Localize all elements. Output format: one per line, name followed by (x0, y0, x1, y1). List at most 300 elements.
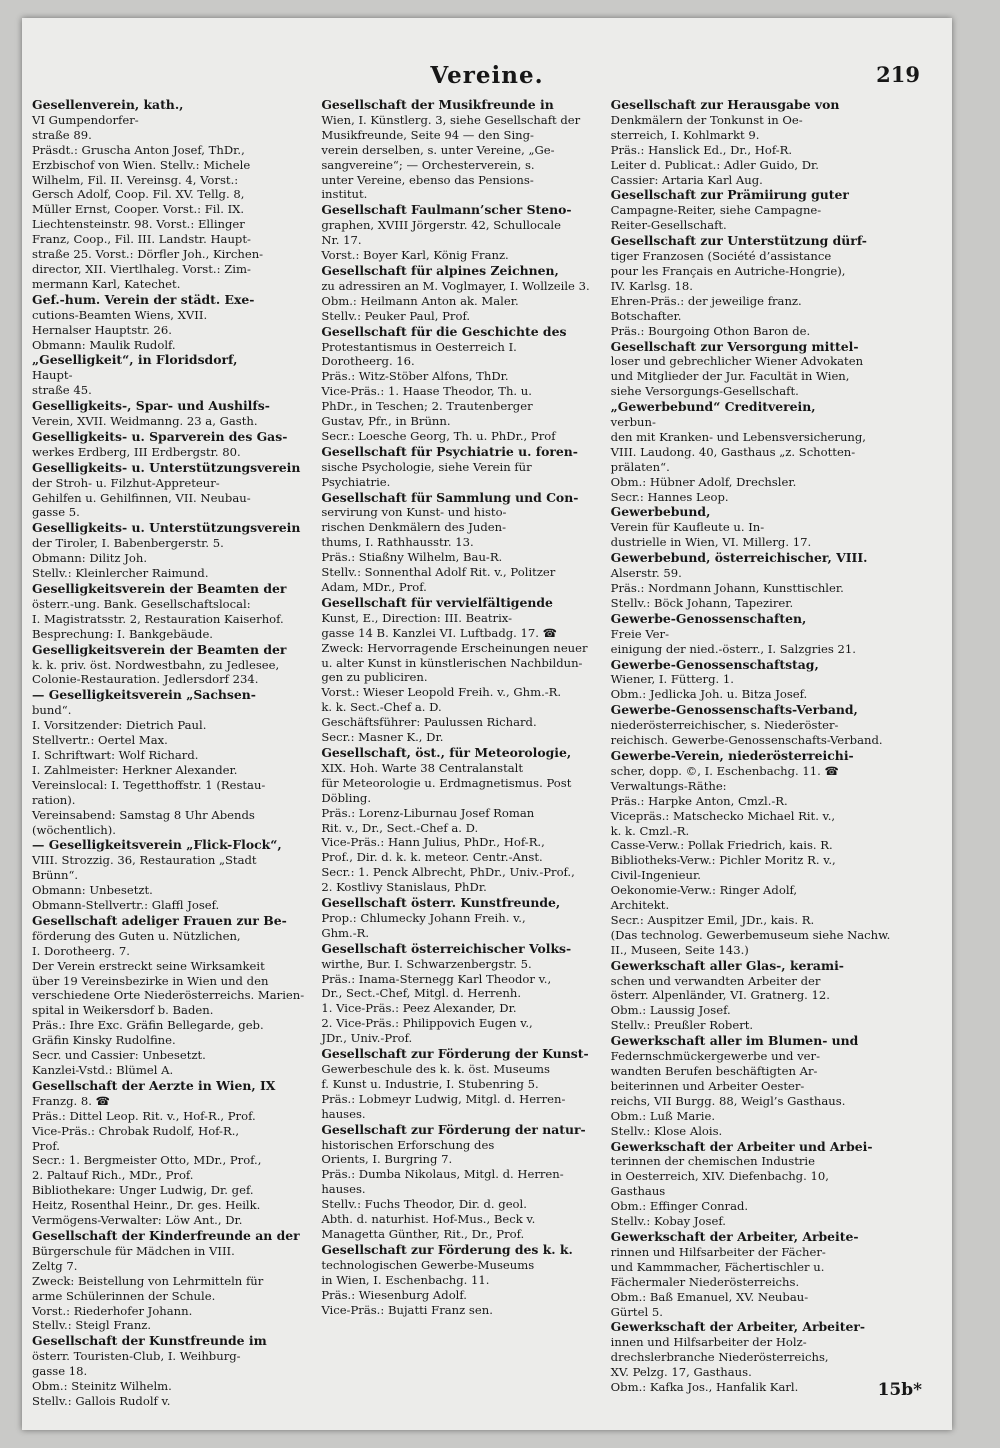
entry-heading: — Geselligkeitsverein „Sachsen- (32, 687, 256, 703)
entry-line: Stellv.: Fuchs Theodor, Dir. d. geol. (321, 1197, 527, 1212)
directory-entry (611, 658, 894, 703)
entry-line: mermann Karl, Katechet. (32, 276, 181, 291)
directory-entry (321, 491, 604, 595)
directory-entry (321, 942, 604, 1046)
entry-line: Zeltg 7. (32, 1258, 78, 1273)
directory-entry (611, 234, 894, 338)
entry-line: Protestantismus in Oesterreich I. (321, 339, 517, 354)
entry-line: Obm.: Jedlicka Joh. u. Bitza Josef. (610, 687, 808, 702)
entry-heading: Gesellenverein, kath., (32, 97, 184, 112)
entry-line: Stellv.: Klose Alois. (610, 1123, 723, 1138)
entry-heading: Gewerbe-Genossenschaften, (610, 610, 807, 626)
entry-line: I. Schriftwart: Wolf Richard. (32, 747, 199, 762)
entry-line: Präs.: Hanslick Ed., Dr., Hof-R. (610, 142, 793, 157)
entry-heading: Gewerkschaft aller im Blumen- und (610, 1033, 859, 1049)
entry-line: Haupt- (32, 368, 73, 383)
entry-line: (Das technolog. Gewerbemuseum siehe Nachw. (610, 927, 891, 942)
entry-heading: Gewerbebund, österreichischer, VIII. (610, 550, 868, 566)
entry-line: Ghm.-R. (321, 925, 370, 940)
entry-heading: Gewerbe-Verein, niederösterreichi- (610, 747, 854, 763)
directory-entry (611, 98, 894, 187)
directory-entry (321, 1047, 604, 1122)
directory-entry (32, 98, 315, 292)
entry-line: Vereinslocal: I. Tegetthoffstr. 1 (Restau- (32, 777, 266, 792)
directory-entry (321, 203, 604, 263)
entry-line: Vice-Präs.: 1. Haase Theodor, Th. u. (321, 384, 532, 399)
entry-line: Civil-Ingenieur. (610, 868, 701, 883)
entry-line: Präs.: Dittel Leop. Rit. v., Hof-R., Prof. (32, 1108, 256, 1123)
entry-line: der Stroh- u. Filzhut-Appreteur- (32, 475, 220, 490)
entry-line: Obm.: Luß Marie. (610, 1108, 716, 1123)
entry-line: Präsdt.: Gruscha Anton Josef, ThDr., (32, 142, 245, 157)
entry-line: zu adressiren an M. Voglmayer, I. Wollzeile 3. (321, 278, 590, 293)
directory-entry (321, 98, 604, 202)
entry-line: technologischen Gewerbe-Museums (321, 1257, 535, 1272)
entry-line: Brünn“. (32, 868, 79, 883)
entry-line: Federnschmückergewerbe und ver- (610, 1049, 821, 1064)
entry-line: siehe Versorgungs-Gesellschaft. (610, 384, 799, 399)
entry-line: Alserstr. 59. (610, 566, 682, 581)
entry-line: Zweck: Beistellung von Lehrmitteln für (32, 1273, 264, 1288)
entry-line: spital in Weikersdorf b. Baden. (32, 1003, 214, 1018)
entry-line: werkes Erdberg, III Erdbergstr. 80. (32, 444, 241, 459)
entry-line: Bibliotheks-Verw.: Pichler Moritz R. v., (610, 853, 836, 868)
entry-line: Campagne-Reiter, siehe Campagne- (610, 203, 822, 218)
entry-line: Obmann: Dilitz Joh. (32, 551, 148, 566)
entry-line: Besprechung: I. Bankgebäude. (32, 626, 213, 641)
entry-line: servirung von Kunst- und histo- (321, 505, 507, 520)
page-header (22, 62, 952, 102)
entry-heading: Gewerkschaft aller Glas-, kerami- (610, 957, 844, 973)
entry-line: Fächermaler Niederösterreichs. (610, 1274, 800, 1289)
entry-line: graphen, XVIII Jörgerstr. 42, Schullocale (321, 218, 561, 233)
entry-line: Verein für Kaufleute u. In- (610, 520, 765, 535)
entry-heading: Gewerkschaft der Arbeiter, Arbeite- (610, 1228, 859, 1244)
entry-line: Vice-Präs.: Bujatti Franz sen. (321, 1302, 493, 1317)
entry-line: Vermögens-Verwalter: Löw Ant., Dr. (32, 1213, 243, 1228)
directory-entry (611, 400, 894, 504)
entry-line: Managetta Günther, Rit., Dr., Prof. (321, 1226, 525, 1241)
entry-line: I. Dorotheerg. 7. (32, 943, 130, 958)
entry-line: Reiter-Gesellschaft. (610, 218, 727, 233)
entry-line: Döbling. (321, 790, 372, 805)
entry-line: IV. Karlsg. 18. (610, 278, 693, 293)
directory-entry (32, 521, 315, 581)
entry-heading: Gesellschaft, öst., für Meteorologie, (321, 744, 572, 760)
directory-entry (611, 1140, 894, 1229)
entry-line: Vice-Präs.: Chrobak Rudolf, Hof-R., (32, 1123, 240, 1138)
entry-heading: Gewerbe-Genossenschaftstag, (610, 656, 819, 672)
directory-entry (611, 1320, 894, 1395)
entry-line: Präs.: Stiaßny Wilhelm, Bau-R. (321, 550, 503, 565)
entry-line: Leiter d. Publicat.: Adler Guido, Dr. (610, 157, 819, 172)
entry-line: Gasthaus (610, 1184, 666, 1199)
entry-line: und Kammmacher, Fächertischler u. (610, 1259, 825, 1274)
entry-line: Heitz, Rosenthal Heinr., Dr. ges. Heilk. (32, 1198, 261, 1213)
directory-entry (32, 1079, 315, 1228)
entry-line: in Oesterreich, XIV. Diefenbachg. 10, (610, 1169, 829, 1184)
entry-line: bund“. (32, 703, 72, 718)
entry-line: Stellv.: Preußler Robert. (610, 1018, 754, 1033)
directory-entry (611, 1034, 894, 1138)
entry-heading: Gesellschaft Faulmann’scher Steno- (321, 202, 572, 218)
entry-line: sische Psychologie, siehe Verein für (321, 459, 532, 474)
entry-line: Stellv.: Böck Johann, Tapezirer. (610, 595, 794, 610)
entry-line: gasse 18. (32, 1364, 88, 1379)
entry-heading: Gesellschaft für die Geschichte des (321, 323, 567, 339)
entry-heading: Gesellschaft zur Prämiirung guter (610, 187, 849, 203)
entry-line: loser und gebrechlicher Wiener Advokaten (610, 354, 864, 369)
entry-line: Zweck: Hervorragende Erscheinungen neuer (321, 640, 588, 655)
entry-line: Gersch Adolf, Coop. Fil. XV. Tellg. 8, (32, 187, 245, 202)
entry-line: hauses. (321, 1106, 366, 1121)
column-3 (610, 97, 894, 1395)
entry-heading: Gesellschaft zur Förderung der Kunst- (321, 1046, 589, 1062)
entry-line: Obm.: Hübner Adolf, Drechsler. (610, 474, 797, 489)
entry-line: dustrielle in Wien, VI. Millerg. 17. (610, 535, 812, 550)
directory-entry (321, 746, 604, 895)
entry-line: pour les Français en Autriche-Hongrie), (610, 263, 846, 278)
directory-entry (32, 838, 315, 913)
entry-heading: Gewerkschaft der Arbeiter, Arbeiter- (610, 1319, 866, 1335)
entry-line: Präs.: Bourgoing Othon Baron de. (610, 323, 811, 338)
entry-heading: Gesellschaft der Kinderfreunde an der (32, 1227, 300, 1243)
entry-line: ration). (32, 792, 76, 807)
entry-line: Bürgerschule für Mädchen in VIII. (32, 1243, 235, 1258)
entry-heading: Gesellschaft der Aerzte in Wien, IX (32, 1077, 276, 1093)
entry-line: I. Zahlmeister: Herkner Alexander. (32, 762, 238, 777)
entry-line: k. k. Cmzl.-R. (610, 823, 690, 838)
entry-line: Wien, I. Künstlerg. 3, siehe Gesellschaft der (321, 112, 581, 127)
entry-line: 1. Vice-Präs.: Peez Alexander, Dr. (321, 1001, 517, 1016)
entry-line: Adam, MDr., Prof. (321, 580, 427, 594)
entry-heading: Gesellschaft österr. Kunstfreunde, (321, 895, 561, 911)
entry-heading: Gesellschaft zur Versorgung mittel- (610, 338, 859, 354)
entry-line: VIII. Strozzig. 36, Restauration „Stadt (32, 853, 257, 868)
entry-line: straße 25. Vorst.: Dörfler Joh., Kirchen- (32, 247, 264, 262)
entry-line: Verwaltungs-Räthe: (610, 778, 727, 793)
document-page (22, 18, 952, 1430)
entry-heading: Gewerbebund, (610, 504, 711, 520)
signature-mark: 15b* (877, 1380, 922, 1400)
entry-line: institut. (321, 187, 368, 202)
entry-line: Gewerbeschule des k. k. öst. Museums (321, 1062, 550, 1076)
entry-line: Präs.: Nordmann Johann, Kunsttischler. (610, 581, 844, 595)
entry-line: verschiedene Orte Niederösterreichs. Marien- (32, 988, 305, 1003)
entry-line: Vorst.: Boyer Karl, König Franz. (321, 248, 509, 263)
entry-heading: „Gewerbebund“ Creditverein, (610, 399, 816, 415)
directory-entry (321, 1123, 604, 1242)
entry-line: wandten Berufen beschäftigten Ar- (610, 1064, 818, 1078)
entry-heading: — Geselligkeitsverein „Flick-Flock“, (32, 837, 282, 853)
directory-entry (32, 293, 315, 353)
entry-line: historischen Erforschung des (321, 1137, 495, 1152)
entry-line: Secr.: Masner K., Dr. (321, 730, 444, 745)
entry-line: Obmann: Maulik Rudolf. (32, 337, 176, 352)
column-1 (32, 97, 315, 1408)
entry-line: Obm.: Baß Emanuel, XV. Neubau- (610, 1289, 809, 1304)
entry-line: f. Kunst u. Industrie, I. Stubenring 5. (321, 1076, 539, 1091)
entry-line: XIX. Hoh. Warte 38 Centralanstalt (321, 760, 524, 775)
directory-entry (321, 445, 604, 490)
directory-entry (611, 749, 894, 958)
entry-line: Vice-Präs.: Hann Julius, PhDr., Hof-R., (321, 835, 545, 850)
entry-line: sangvereine“; — Orchesterverein, s. (321, 157, 535, 172)
entry-line: Cassier: Artaria Karl Aug. (610, 172, 763, 187)
entry-line: Stellv.: Kleinlercher Raimund. (32, 566, 209, 581)
entry-heading: Gesellschaft für alpines Zeichnen, (321, 262, 559, 278)
entry-heading: Gef.-hum. Verein der städt. Exe- (32, 291, 255, 307)
entry-line: Gehilfen u. Gehilfinnen, VII. Neubau- (32, 490, 251, 505)
entry-line: Liechtensteinstr. 98. Vorst.: Ellinger (32, 217, 245, 232)
entry-line: niederösterreichischer, s. Niederöster- (610, 718, 839, 733)
entry-line: wirthe, Bur. I. Schwarzenbergstr. 5. (321, 956, 532, 971)
entry-line: Prop.: Chlumecky Johann Freih. v., (321, 910, 526, 925)
directory-entry (321, 1243, 604, 1318)
entry-line: Colonie-Restauration. Jedlersdorf 234. (32, 672, 259, 687)
entry-line: Musikfreunde, Seite 94 — den Sing- (321, 127, 534, 142)
entry-line: Rit. v., Dr., Sect.-Chef a. D. (321, 820, 479, 835)
entry-line: Stellvertr.: Oertel Max. (32, 733, 168, 748)
entry-line: reichisch. Gewerbe-Genossenschafts-Verband. (610, 733, 883, 748)
entry-line: schen und verwandten Arbeiter der (610, 973, 821, 988)
entry-line: Stellv.: Steigl Franz. (32, 1318, 152, 1333)
entry-line: unter Vereine, ebenso das Pensions- (321, 172, 534, 187)
entry-heading: Gesellschaft zur Unterstützung dürf- (610, 233, 867, 249)
entry-line: Stellv.: Peuker Paul, Prof. (321, 308, 471, 323)
entry-line: Orients, I. Burgring 7. (321, 1152, 453, 1167)
entry-heading: Geselligkeits- u. Unterstützungsverein (32, 520, 301, 536)
entry-heading: Gesellschaft österreichischer Volks- (321, 940, 572, 956)
entry-line: Dorotheerg. 16. (321, 354, 415, 369)
entry-line: straße 89. (32, 127, 92, 142)
entry-heading: Gewerkschaft der Arbeiter und Arbei- (610, 1138, 873, 1154)
entry-line: 2. Kostlivy Stanislaus, PhDr. (321, 880, 487, 895)
entry-line: Casse-Verw.: Pollak Friedrich, kais. R. (610, 838, 833, 853)
text-columns (32, 97, 894, 1408)
directory-entry (321, 896, 604, 941)
entry-line: k. k. priv. öst. Nordwestbahn, zu Jedlesee, (32, 657, 280, 672)
entry-line: arme Schülerinnen der Schule. (32, 1288, 216, 1303)
entry-line: 2. Paltauf Rich., MDr., Prof. (32, 1168, 194, 1183)
entry-line: der Tiroler, I. Babenbergerstr. 5. (32, 536, 224, 551)
entry-line: PhDr., in Teschen; 2. Trautenberger (321, 399, 533, 414)
entry-heading: Geselligkeitsverein der Beamten der (32, 581, 287, 596)
entry-heading: Gesellschaft für vervielfältigende (321, 594, 553, 610)
entry-line: gasse 14 B. Kanzlei VI. Luftbadg. 17. ☎ (321, 625, 558, 640)
entry-line: Stellv.: Kobay Josef. (610, 1214, 726, 1229)
entry-line: terinnen der chemischen Industrie (610, 1154, 815, 1169)
directory-entry (32, 353, 315, 398)
entry-line: rischen Denkmälern des Juden- (321, 520, 507, 535)
entry-line: VIII. Laudong. 40, Gasthaus „z. Schotten- (610, 444, 856, 459)
entry-line: Abth. d. naturhist. Hof-Mus., Beck v. (321, 1212, 536, 1227)
entry-heading: Gesellschaft der Musikfreunde in (321, 97, 554, 112)
entry-line: Gräfin Kinsky Rudolfine. (32, 1033, 176, 1048)
entry-line: beiterinnen und Arbeiter Oester- (610, 1078, 805, 1093)
entry-line: gen zu publiciren. (321, 670, 428, 685)
entry-heading: Gesellschaft zur Förderung der natur- (321, 1121, 586, 1137)
directory-entry (321, 264, 604, 324)
entry-line: über 19 Vereinsbezirke in Wien und den (32, 973, 269, 988)
directory-entry (32, 399, 315, 429)
directory-entry (611, 959, 894, 1034)
entry-line: u. alter Kunst in künstlerischen Nachbildun- (321, 655, 583, 670)
entry-line: Verein, XVII. Weidmanng. 23 a, Gasth. (32, 414, 258, 429)
directory-entry (32, 1334, 315, 1409)
column-2 (321, 98, 604, 1388)
entry-line: Stellv.: Sonnenthal Adolf Rit. v., Politzer (321, 565, 556, 580)
entry-line: XV. Pelzg. 17, Gasthaus. (610, 1365, 752, 1380)
entry-line: JDr., Univ.-Prof. (321, 1031, 413, 1046)
entry-line: tiger Franzosen (Société d’assistance (610, 249, 832, 264)
entry-line: I. Vorsitzender: Dietrich Paul. (32, 718, 207, 733)
entry-heading: Gesellschaft zur Herausgabe von (610, 97, 840, 112)
directory-entry (611, 505, 894, 550)
entry-line: verein derselben, s. unter Vereine, „Ge- (321, 142, 555, 157)
entry-line: einigung der nied.-österr., I. Salzgries 21. (610, 641, 856, 656)
entry-line: hauses. (321, 1182, 366, 1197)
entry-heading: Geselligkeits- u. Sparverein des Gas- (32, 428, 288, 444)
entry-line: Präs.: Inama-Sternegg Karl Theodor v., (321, 971, 552, 986)
entry-line: Vicepräs.: Matschecko Michael Rit. v., (610, 808, 836, 823)
entry-line: VI Gumpendorfer- (32, 112, 139, 127)
entry-line: Müller Ernst, Cooper. Vorst.: Fil. IX. (32, 202, 245, 217)
entry-line: Wilhelm, Fil. II. Vereinsg. 4, Vorst.: (32, 172, 239, 187)
entry-line: I. Magistratsstr. 2, Restauration Kaiserhof. (32, 611, 284, 626)
directory-entry (32, 582, 315, 642)
entry-line: Präs.: Lorenz-Liburnau Josef Roman (321, 805, 535, 820)
entry-line: Ehren-Präs.: der jeweilige franz. (610, 293, 802, 308)
entry-line: director, XII. Viertlhaleg. Vorst.: Zim- (32, 261, 251, 276)
entry-heading: Gesellschaft für Sammlung und Con- (321, 489, 579, 505)
entry-line: Freie Ver- (610, 626, 669, 641)
entry-line: reichs, VII Burgg. 88, Weigl’s Gasthaus. (610, 1093, 846, 1108)
directory-entry (32, 688, 315, 837)
entry-line: Präs.: Lobmeyr Ludwig, Mitgl. d. Herren- (321, 1091, 566, 1106)
directory-entry (32, 430, 315, 460)
entry-line: gasse 5. (32, 505, 80, 520)
entry-line: österr.-ung. Bank. Gesellschaftslocal: (32, 596, 251, 611)
entry-heading: Gesellschaft für Psychiatrie u. foren- (321, 443, 578, 459)
entry-line: Präs.: Harpke Anton, Cmzl.-R. (610, 793, 788, 808)
entry-line: Oekonomie-Verw.: Ringer Adolf, (610, 883, 798, 898)
directory-entry (32, 914, 315, 1078)
entry-heading: „Geselligkeit“, in Floridsdorf, (32, 352, 238, 368)
entry-line: Obm.: Laussig Josef. (610, 1003, 731, 1018)
entry-line: drechslerbranche Niederösterreichs, (610, 1350, 829, 1365)
directory-entry (32, 643, 315, 688)
entry-line: Präs.: Ihre Exc. Gräfin Bellegarde, geb. (32, 1018, 264, 1033)
entry-line: Secr.: Loesche Georg, Th. u. PhDr., Prof (321, 428, 556, 443)
entry-line: Vereinsabend: Samstag 8 Uhr Abends (32, 807, 255, 822)
entry-line: innen und Hilfsarbeiter der Holz- (610, 1335, 807, 1350)
entry-line: verbun- (610, 415, 656, 430)
entry-heading: Gesellschaft adeliger Frauen zur Be- (32, 912, 287, 928)
entry-line: Präs.: Dumba Nikolaus, Mitgl. d. Herren- (321, 1167, 564, 1182)
entry-line: rinnen und Hilfsarbeiter der Fächer- (610, 1244, 826, 1259)
entry-heading: Geselligkeits- u. Unterstützungsverein (32, 459, 301, 475)
entry-line: Secr.: 1. Bergmeister Otto, MDr., Prof., (32, 1153, 262, 1168)
entry-line: Obm.: Kafka Jos., Hanfalik Karl. (610, 1380, 799, 1395)
entry-line: Psychiatrie. (321, 474, 391, 489)
entry-line: österr. Alpenländer, VI. Gratnerg. 12. (610, 988, 830, 1003)
entry-line: in Wien, I. Eschenbachg. 11. (321, 1272, 490, 1287)
entry-line: Vorst.: Wieser Leopold Freih. v., Ghm.-R. (321, 685, 562, 700)
entry-line: Secr.: 1. Penck Albrecht, PhDr., Univ.-Prof., (321, 865, 575, 880)
entry-line: Nr. 17. (321, 233, 362, 248)
entry-line: cutions-Beamten Wiens, XVII. (32, 307, 208, 322)
entry-line: Obm.: Effinger Conrad. (610, 1199, 749, 1214)
entry-line: Obmann: Unbesetzt. (32, 883, 153, 898)
entry-line: straße 45. (32, 383, 92, 398)
directory-entry (611, 703, 894, 748)
entry-line: für Meteorologie u. Erdmagnetismus. Post (321, 775, 572, 790)
entry-heading: Gesellschaft zur Förderung des k. k. (321, 1241, 573, 1257)
entry-line: 2. Vice-Präs.: Philippovich Eugen v., (321, 1016, 533, 1031)
entry-line: österr. Touristen-Club, I. Weihburg- (32, 1349, 241, 1364)
entry-line: Präs.: Witz-Stöber Alfons, ThDr. (321, 369, 509, 384)
entry-line: Wiener, I. Fütterg. 1. (610, 672, 734, 687)
entry-line: Gustav, Pfr., in Brünn. (321, 414, 451, 429)
entry-line: Dr., Sect.-Chef, Mitgl. d. Herrenh. (321, 986, 522, 1001)
entry-line: Franzg. 8. ☎ (32, 1093, 111, 1108)
entry-line: sterreich, I. Kohlmarkt 9. (610, 127, 760, 142)
directory-entry (611, 1230, 894, 1319)
entry-line: II., Museen, Seite 143.) (610, 942, 749, 957)
entry-heading: Gesellschaft der Kunstfreunde im (32, 1333, 267, 1349)
directory-entry (321, 325, 604, 444)
entry-line: Obmann-Stellvertr.: Glaffl Josef. (32, 898, 220, 913)
directory-entry (611, 551, 894, 611)
entry-line: Franz, Coop., Fil. III. Landstr. Haupt- (32, 232, 251, 247)
entry-line: Secr.: Auspitzer Emil, JDr., kais. R. (610, 912, 815, 927)
page-title: Vereine. (430, 62, 544, 89)
entry-line: (wöchentlich). (32, 822, 116, 837)
entry-heading: Geselligkeitsverein der Beamten der (32, 641, 287, 657)
directory-entry (611, 188, 894, 233)
entry-line: Obm.: Steinitz Wilhelm. (32, 1379, 172, 1394)
entry-heading: Geselligkeits-, Spar- und Aushilfs- (32, 398, 270, 414)
entry-line: Erzbischof von Wien. Stellv.: Michele (32, 157, 251, 172)
entry-line: Denkmälern der Tonkunst in Oe- (610, 112, 803, 127)
entry-line: Secr. und Cassier: Unbesetzt. (32, 1048, 206, 1063)
directory-entry (32, 461, 315, 521)
entry-line: Vorst.: Riederhofer Johann. (32, 1303, 193, 1318)
directory-entry (32, 1229, 315, 1333)
entry-line: Der Verein erstreckt seine Wirksamkeit (32, 958, 265, 973)
entry-line: thums, I. Rathhausstr. 13. (321, 535, 474, 550)
entry-line: Architekt. (610, 898, 670, 913)
entry-line: Obm.: Heilmann Anton ak. Maler. (321, 293, 519, 308)
entry-line: Gürtel 5. (610, 1304, 663, 1319)
entry-line: k. k. Sect.-Chef a. D. (321, 700, 442, 715)
page-number: 219 (876, 62, 920, 87)
entry-line: Bibliothekare: Unger Ludwig, Dr. gef. (32, 1183, 254, 1198)
entry-line: Geschäftsführer: Paulussen Richard. (321, 715, 537, 730)
entry-line: Stellv.: Gallois Rudolf v. (32, 1393, 171, 1408)
entry-line: den mit Kranken- und Lebensversicherung, (610, 429, 866, 444)
entry-line: und Mitglieder der Jur. Facultät in Wien, (610, 369, 850, 384)
entry-line: Secr.: Hannes Leop. (610, 489, 729, 504)
entry-line: Botschafter. (610, 308, 682, 323)
directory-entry (321, 596, 604, 745)
directory-entry (611, 612, 894, 657)
entry-line: Prof., Dir. d. k. k. meteor. Centr.-Anst. (321, 850, 543, 865)
entry-line: Kunst, E., Direction: III. Beatrix- (321, 610, 513, 625)
entry-line: Präs.: Wiesenburg Adolf. (321, 1287, 467, 1302)
entry-line: Kanzlei-Vstd.: Blümel A. (32, 1063, 174, 1077)
